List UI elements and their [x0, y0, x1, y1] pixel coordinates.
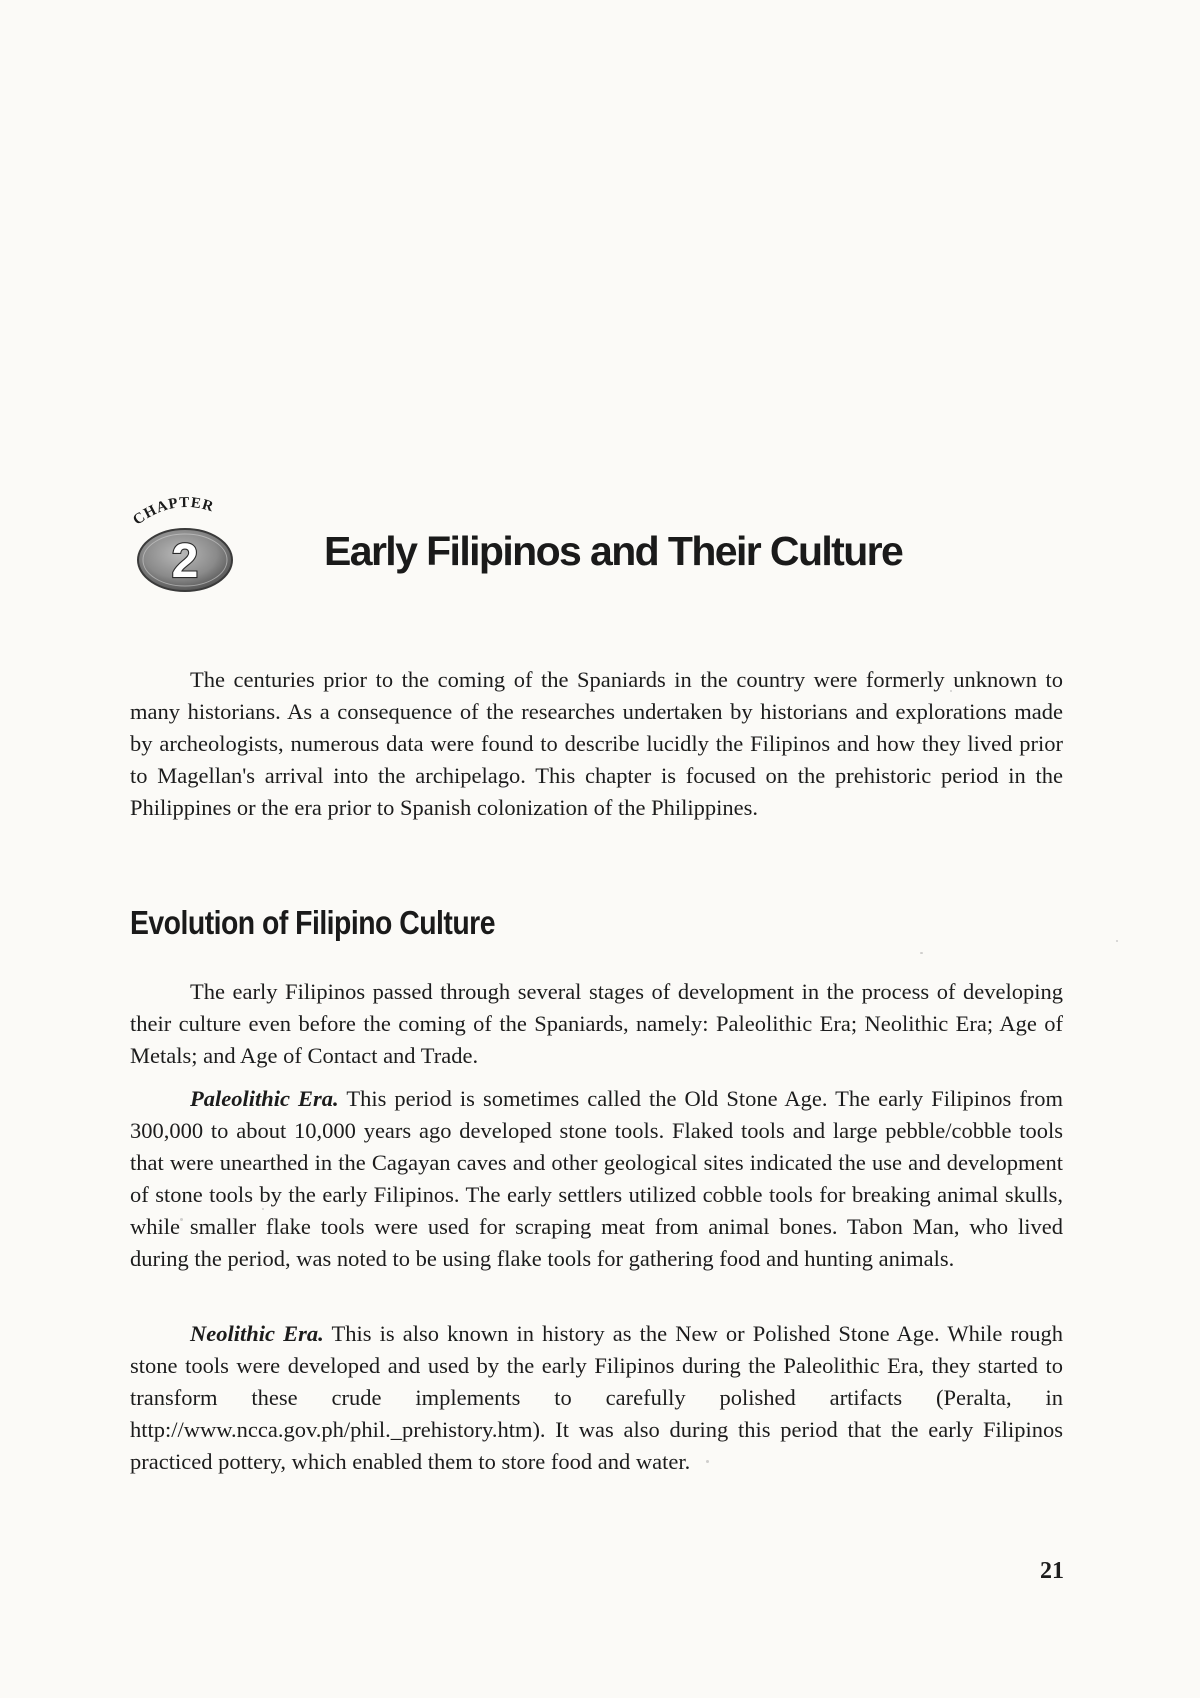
section-heading: Evolution of Filipino Culture: [130, 904, 495, 941]
chapter-badge: [124, 484, 242, 594]
scan-speck: [1116, 940, 1118, 942]
neolithic-text: This is also known in history as the New or Polished Stone Age. While rough stone tools were developed and used by the early Filipinos during the Paleolithic Era, they started to transform these crude implements to carefully polished artifacts (Peralta, in http://www.ncca.gov.ph/phil._prehistory.htm). It was also during this period that the early Filipinos practiced pottery, which enabled them to store food and water.: [130, 1321, 1063, 1474]
paleolithic-term: Paleolithic Era.: [190, 1086, 339, 1111]
scan-speck: [920, 952, 923, 954]
paleolithic-paragraph: [130, 1083, 1063, 1275]
chapter-label: CHAPTER: [130, 494, 216, 529]
paleolithic-text: This period is sometimes called the Old Stone Age. The early Filipinos from 300,000 to about 10,000 years ago developed stone tools. Flaked tools and large pebble/cobble tools that were unearthed in the Cagayan caves and other geological sites indicated the use and development of stone tools by the early Filipinos. The early settlers utilized cobble tools for breaking animal skulls, while smaller flake tools were used for scraping meat from animal bones. Tabon Man, who lived during the period, was noted to be using flake tools for gathering food and hunting animals.: [130, 1086, 1064, 1271]
chapter-title: Early Filipinos and Their Culture: [324, 528, 903, 574]
neolithic-term: Neolithic Era.: [190, 1321, 324, 1346]
page-number: 21: [1040, 1558, 1064, 1584]
section-paragraph: The early Filipinos passed through several stages of development in the process of developing their culture even before the coming of the Spaniards, namely: Paleolithic Era; Neolithic Era; Age of Metals; and Age of Contact and Trade.: [130, 979, 1063, 1068]
neolithic-paragraph: [130, 1318, 1063, 1478]
intro-paragraph: The centuries prior to the coming of the Spaniards in the country were formerly unknown to many historians. As a consequence of the researches undertaken by historians and explorations made by archeologists, numerous data were found to describe lucidly the Filipinos and how they lived prior to Magellan's arrival into the archipelago. This chapter is focused on the prehistoric period in the Philippines or the era prior to Spanish colonization of the Philippines.: [130, 667, 1063, 820]
chapter-number: 2: [171, 535, 199, 588]
